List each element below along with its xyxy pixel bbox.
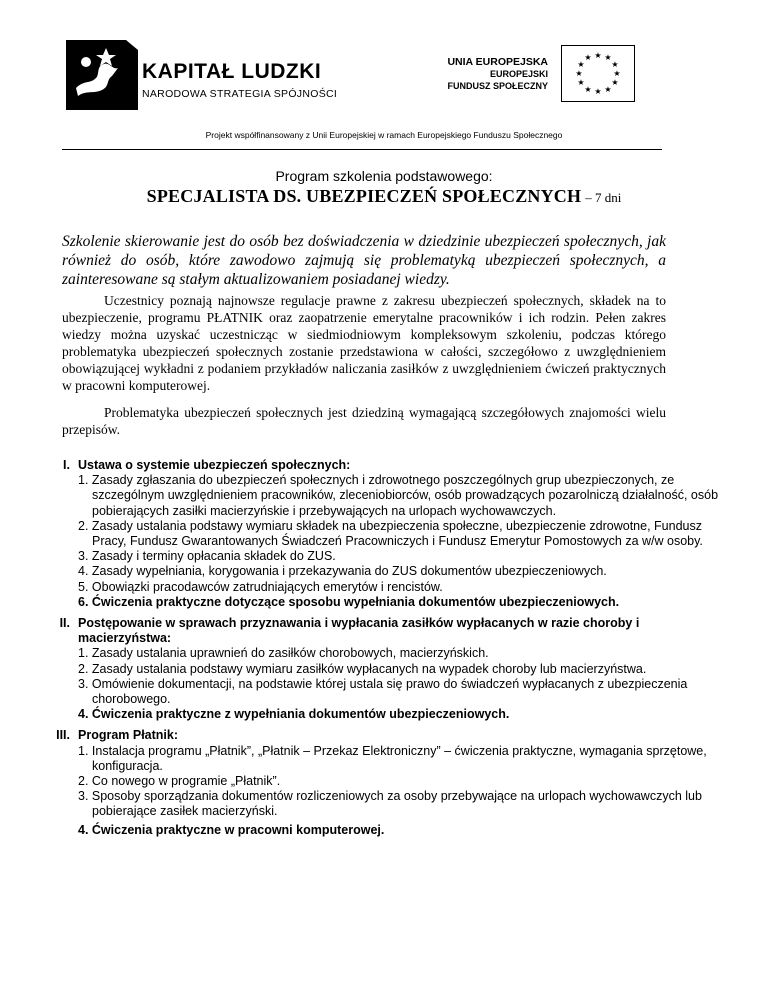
paragraph-problematics: Problematyka ubezpieczeń społecznych jest dziedziną wymagającą szczegółowych znajomości wielu przepisów. bbox=[62, 405, 666, 437]
list-item: 2. Zasady ustalania podstawy wymiaru zasiłków wypłacanych na wypadek choroby lub macierzyństwa. bbox=[78, 661, 647, 676]
kapital-ludzki-logo bbox=[66, 40, 366, 110]
section-title: Postępowanie w sprawach przyznawania i wypłacania zasiłków wypłacanych w razie choroby i macierzyństwa: bbox=[78, 616, 640, 646]
kapital-ludzki-title: KAPITAŁ LUDZKI bbox=[142, 60, 322, 83]
eu-line-3: FUNDUSZ SPOŁECZNY bbox=[447, 81, 548, 91]
list-item: 6. Ćwiczenia praktyczne dotyczące sposobu wypełniania dokumentów ubezpieczeniowych. bbox=[78, 594, 620, 609]
list-item: 4. Ćwiczenia praktyczne w pracowni komputerowej. bbox=[78, 822, 385, 837]
eu-flag-icon bbox=[561, 45, 635, 102]
svg-text:★: ★ bbox=[577, 78, 585, 87]
svg-text:★: ★ bbox=[611, 78, 619, 87]
section-3 bbox=[50, 728, 730, 837]
section-title: Program Płatnik: bbox=[78, 728, 179, 743]
section-title: Ustawa o systemie ubezpieczeń społecznych: bbox=[78, 458, 351, 472]
list-item: 2. Zasady ustalania podstawy wymiaru składek na ubezpieczenia społeczne, ubezpieczenie zdrowotne, Fundusz Pracy, Fundusz Gwarantowanych Świadczeń Pracowniczych i Fundusz Emerytur Pomostowych za w/w osoby. bbox=[78, 518, 703, 549]
svg-text:★: ★ bbox=[575, 69, 583, 78]
program-title: SPECJALISTA DS. UBEZPIECZEŃ SPOŁECZNYCH bbox=[146, 186, 582, 206]
program-outline bbox=[50, 458, 730, 844]
section-1 bbox=[50, 458, 730, 610]
eu-line-1: UNIA EUROPEJSKA bbox=[447, 56, 548, 68]
eu-line-2: EUROPEJSKI bbox=[489, 69, 548, 79]
program-duration: – 7 dni bbox=[585, 190, 622, 205]
program-label: Program szkolenia podstawowego: bbox=[275, 168, 493, 184]
kapital-ludzki-emblem-icon bbox=[66, 40, 138, 110]
svg-text:★: ★ bbox=[577, 60, 585, 69]
list-item: 3. Zasady i terminy opłacania składek do ZUS. bbox=[78, 549, 336, 564]
svg-text:★: ★ bbox=[584, 53, 592, 62]
kapital-ludzki-subtitle: NARODOWA STRATEGIA SPÓJNOŚCI bbox=[142, 88, 338, 100]
svg-text:★: ★ bbox=[613, 69, 621, 78]
paragraph-participants: Uczestnicy poznają najnowsze regulacje prawne z zakresu ubezpieczeń społecznych, składek na to ubezpieczenie, programu PŁATNIK oraz zaopatrzenie emerytalne pracowników i ich rodzin. Pełen zakres wiedzy można uzyskać uczestnicząc w siedmiodniowym kompleksowym szkoleniu, podczas którego problematyka ubezpieczeń społecznych zostanie przedstawiona w całości, szczegółowo z uwzględnieniem obowiązującej wykładni z podaniem przykładów naliczania zasiłków z uwzględnieniem ćwiczeń praktycznych w pracowni komputerowej. bbox=[62, 293, 666, 393]
cofinanced-note: Projekt współfinansowany z Unii Europejskiej w ramach Europejskiego Funduszu Społecznego bbox=[205, 130, 563, 140]
intro-text: Szkolenie skierowanie jest do osób bez doświadczenia w dziedzinie ubezpieczeń społecznych, jak również do osób, które zawodowo zajmują się problematyką ubezpieczeń społecznych, a zainteresowane są stałym aktualizowaniem posiadanej wiedzy. bbox=[62, 233, 666, 288]
section-number: II. bbox=[59, 616, 70, 631]
section-2 bbox=[50, 616, 730, 722]
svg-text:★: ★ bbox=[594, 87, 602, 96]
list-item: 4. Ćwiczenia praktyczne z wypełniania dokumentów ubezpieczeniowych. bbox=[78, 707, 510, 722]
list-item: 2. Co nowego w programie „Płatnik”. bbox=[78, 774, 281, 789]
list-item: 1. Zasady zgłaszania do ubezpieczeń społecznych i zdrowotnego poszczególnych grup ubezpieczonych, ze szczególnym uwzględnieniem pracowników, zleceniobiorców, osób prowadzących pozarolniczą działalność, osób pobierających zasiłki macierzyńskie i przebywających na urlopach wychowawczych. bbox=[78, 473, 719, 518]
svg-text:★: ★ bbox=[594, 51, 602, 60]
list-item: 5. Obowiązki pracodawców zatrudniających emerytów i rencistów. bbox=[78, 579, 443, 594]
header-divider bbox=[62, 149, 662, 150]
section-number: III. bbox=[56, 728, 70, 743]
list-item: 1. Instalacja programu „Płatnik”, „Płatnik – Przekaz Elektroniczny” – ćwiczenia praktyczne, wymagania sprzętowe, konfiguracja. bbox=[78, 743, 707, 773]
program-title-line bbox=[0, 186, 768, 207]
svg-text:★: ★ bbox=[584, 85, 592, 94]
section-number: I. bbox=[63, 458, 70, 472]
eu-fund-label bbox=[430, 56, 548, 92]
list-item: 3. Sposoby sporządzania dokumentów rozliczeniowych za osoby przebywające na urlopach wychowawczych lub pobierające zasiłek macierzyński. bbox=[78, 789, 702, 819]
list-item: 1. Zasady ustalania uprawnień do zasiłków chorobowych, macierzyńskich. bbox=[78, 646, 489, 661]
svg-text:★: ★ bbox=[611, 60, 619, 69]
svg-text:★: ★ bbox=[604, 85, 612, 94]
svg-text:★: ★ bbox=[604, 53, 612, 62]
list-item: 4. Zasady wypełniania, korygowania i przekazywania do ZUS dokumentów ubezpieczeniowych. bbox=[78, 564, 607, 579]
list-item: 3. Omówienie dokumentacji, na podstawie której ustala się prawo do świadczeń wypłacanych z ubezpieczenia chorobowego. bbox=[78, 676, 688, 707]
